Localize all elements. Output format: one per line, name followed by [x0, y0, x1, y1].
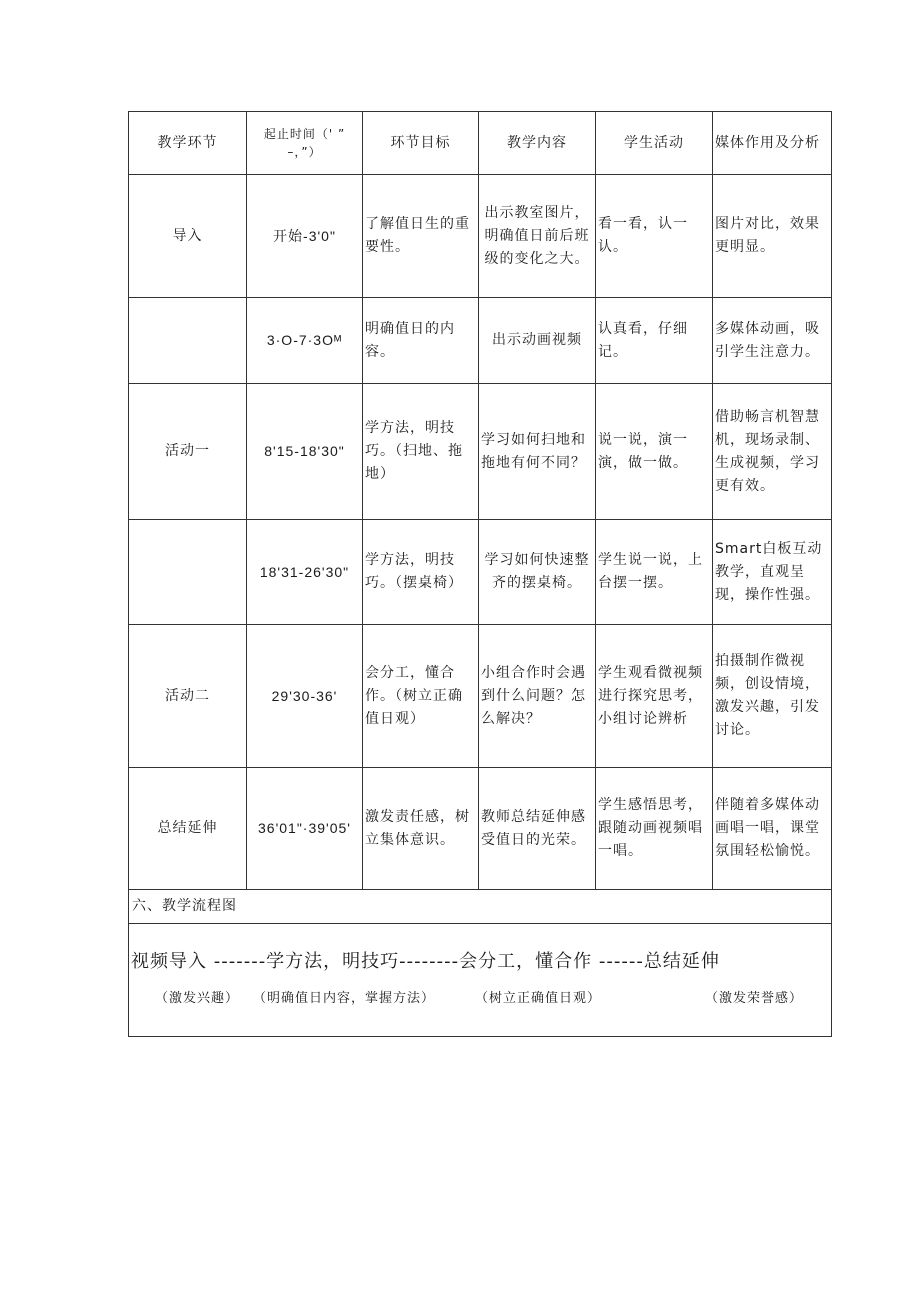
activity-cell: 学生观看微视频进行探究思考，小组讨论辨析	[596, 625, 713, 768]
media-cell: 拍摄制作微视频，创设情境，激发兴趣，引发讨论。	[713, 625, 832, 768]
content-cell: 出示动画视频	[479, 298, 596, 384]
stage-cell	[129, 298, 247, 384]
flow-main-line: 视频导入 -------学方法，明技巧--------会分工，懂合作 ------总结延伸	[131, 951, 720, 972]
time-cell: 36'01"·39'05'	[247, 768, 363, 890]
table-row	[129, 520, 832, 625]
stage-cell: 活动一	[129, 384, 247, 520]
time-cell: 3·O-7·3Oᴹ	[247, 298, 363, 384]
media-cell: 图片对比，效果更明显。	[713, 175, 832, 298]
flow-notes	[155, 987, 831, 1007]
time-cell: 8'15-18'30"	[247, 384, 363, 520]
content-cell: 学习如何扫地和拖地有何不同？	[479, 384, 596, 520]
flow-note-2: （明确值日内容，掌握方法）	[253, 991, 436, 1006]
time-cell: 29'30-36'	[247, 625, 363, 768]
time-cell: 开始-3'0"	[247, 175, 363, 298]
activity-cell: 认真看，仔细记。	[596, 298, 713, 384]
header-time: 起止时间（' ” –，”）	[247, 112, 363, 175]
content-cell: 小组合作时会遇到什么问题？怎么解决？	[479, 625, 596, 768]
media-cell: 多媒体动画，吸引学生注意力。	[713, 298, 832, 384]
table-row	[129, 768, 832, 890]
media-cell: 伴随着多媒体动画唱一唱，课堂氛围轻松愉悦。	[713, 768, 832, 890]
content-cell: 出示教室图片，明确值日前后班级的变化之大。	[479, 175, 596, 298]
goal-cell: 激发责任感，树立集体意识。	[363, 768, 479, 890]
flow-note-1: （激发兴趣）	[155, 991, 240, 1006]
header-activity: 学生活动	[596, 112, 713, 175]
flow-note-3: （树立正确值日观）	[475, 991, 602, 1006]
activity-cell: 看一看，认一认。	[596, 175, 713, 298]
table-row	[129, 175, 832, 298]
stage-cell: 活动二	[129, 625, 247, 768]
flow-chart-cell	[129, 924, 832, 1037]
table-row	[129, 384, 832, 520]
content-cell: 学习如何快速整齐的摆桌椅。	[479, 520, 596, 625]
goal-cell: 明确值日的内容。	[363, 298, 479, 384]
section-heading-row	[129, 890, 832, 924]
activity-cell: 学生说一说，上台摆一摆。	[596, 520, 713, 625]
media-cell: Smart白板互动教学，直观呈现，操作性强。	[713, 520, 832, 625]
header-stage: 教学环节	[129, 112, 247, 175]
header-goal: 环节目标	[363, 112, 479, 175]
stage-cell	[129, 520, 247, 625]
header-content: 教学内容	[479, 112, 596, 175]
media-cell: 借助畅言机智慧机，现场录制、生成视频，学习更有效。	[713, 384, 832, 520]
flow-chart-row	[129, 924, 832, 1037]
goal-cell: 了解值日生的重要性。	[363, 175, 479, 298]
table-row	[129, 298, 832, 384]
goal-cell: 学方法，明技巧。（扫地、拖地）	[363, 384, 479, 520]
table-row	[129, 625, 832, 768]
activity-cell: 说一说，演一演，做一做。	[596, 384, 713, 520]
time-cell: 18'31-26'30"	[247, 520, 363, 625]
stage-cell: 总结延伸	[129, 768, 247, 890]
section-title: 六、教学流程图	[129, 890, 832, 924]
header-media: 媒体作用及分析	[713, 112, 832, 175]
content-cell: 教师总结延伸感受值日的光荣。	[479, 768, 596, 890]
activity-cell: 学生感悟思考，跟随动画视频唱一唱。	[596, 768, 713, 890]
table-header-row	[129, 112, 832, 175]
flow-note-4: （激发荣誉感）	[705, 991, 804, 1006]
goal-cell: 学方法，明技巧。（摆桌椅）	[363, 520, 479, 625]
goal-cell: 会分工，懂合作。（树立正确值日观）	[363, 625, 479, 768]
stage-cell: 导入	[129, 175, 247, 298]
lesson-plan-table	[128, 111, 832, 1037]
